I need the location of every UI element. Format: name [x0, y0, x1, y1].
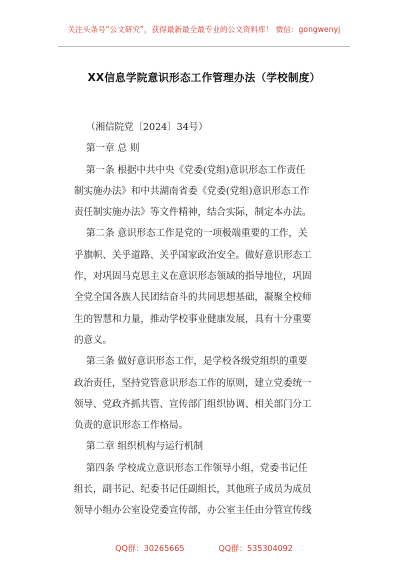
document-body — [74, 117, 352, 522]
header-notice: 关注头条号“公文研究”，获得最新最全最专业的公文资料库！ 微信：gongwenyj — [67, 25, 341, 34]
doc-line: 责任制实施办法》等文件精神，结合实际，制定本办法。 — [74, 207, 312, 219]
header-divider — [58, 46, 350, 47]
doc-line: 负责的意识形态工作格局。 — [74, 420, 189, 432]
document-title: XX信息学院意识形态工作管理办法（学校制度） — [87, 72, 321, 84]
qq-group-1: QQ群：30265665 — [115, 544, 185, 553]
doc-line: 领导小组办公室设党委宣传部，办公室主任由分管宣传线 — [74, 505, 312, 517]
doc-line: 第一章 总 则 — [86, 143, 140, 155]
doc-line: 制实施办法》和中共湖南省委《党委(党组)意识形态工作 — [74, 185, 310, 197]
doc-line: 第二条 意识形态工作是党的一项极端重要的工作，关 — [86, 228, 308, 240]
doc-line: 第一条 根据中共中央《党委(党组)意识形态工作责任 — [86, 164, 306, 176]
doc-line: 第四条 学校成立意识形态工作领导小组，党委书记任 — [86, 462, 308, 474]
footer-contact — [0, 543, 408, 554]
doc-line: 全党全国各族人民团结奋斗的共同思想基础，凝聚全校师 — [74, 292, 312, 304]
doc-line: 生的智慧和力量，推动学校事业健康发展，具有十分重要 — [74, 313, 312, 325]
doc-line: （湘信院党〔2024〕34号） — [86, 122, 208, 133]
doc-line: 作，对巩固马克思主义在意识形态领域的指导地位，巩固 — [74, 271, 312, 283]
doc-line: 政治责任，坚持党管意识形态工作的原则，建立党委统一 — [74, 377, 312, 389]
doc-line: 第三条 做好意识形态工作，是学校各级党组织的重要 — [86, 356, 308, 368]
doc-line: 领导、党政齐抓共管、宣传部门组织协调、相关部门分工 — [74, 398, 312, 410]
doc-line: 乎旗帜、关乎道路、关乎国家政治安全。做好意识形态工 — [74, 249, 312, 261]
doc-line: 组长，副书记、纪委书记任副组长，其他班子成员为成员 — [74, 484, 312, 496]
doc-line: 的意义。 — [74, 334, 113, 346]
qq-group-2: QQ群：535304092 — [218, 544, 293, 553]
doc-line: 第二章 组织机构与运行机制 — [86, 441, 204, 453]
